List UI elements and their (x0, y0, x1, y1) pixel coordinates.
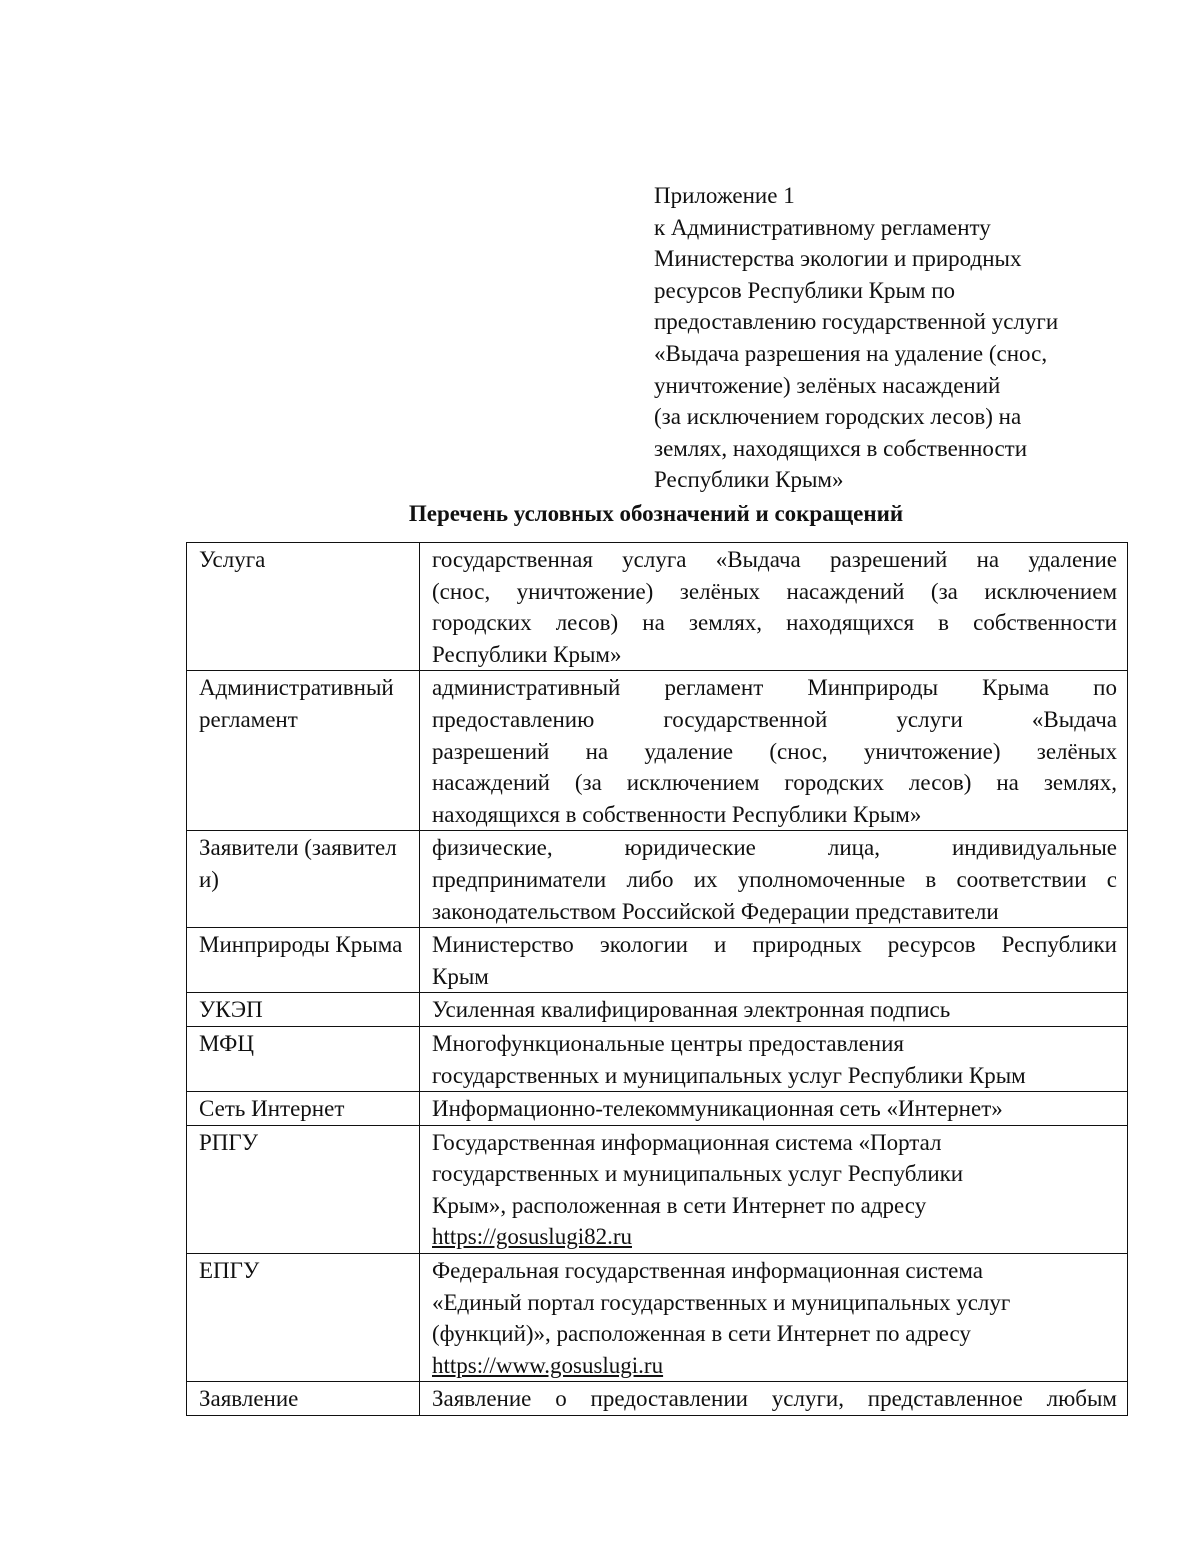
term-cell: Административный регламент (187, 671, 420, 831)
definition-cell (420, 1092, 1128, 1126)
definition-line: насаждений (за исключением городских лесов) на землях, (432, 770, 1117, 796)
definition-cell (420, 671, 1128, 831)
definition-line: Заявление о предоставлении услуги, представленное любым (432, 1386, 1117, 1412)
definition-line: «Единый портал государственных и муниципальных услуг (432, 1289, 1011, 1315)
definition-line: Многофункциональные центры предоставления (432, 1030, 904, 1056)
definition-cell (420, 928, 1128, 993)
table-row (187, 543, 1128, 671)
appendix-line: уничтожение) зелёных насаждений (654, 372, 1001, 398)
definition-line: Информационно-телекоммуникационная сеть «Интернет» (432, 1096, 1003, 1122)
appendix-line: (за исключением городских лесов) на (654, 404, 1022, 430)
definition-cell (420, 1382, 1128, 1416)
definition-line: находящихся в собственности Республики Крым» (432, 801, 922, 827)
definition-line: Министерство экологии и природных ресурсов Республики (432, 932, 1117, 958)
definition-line: законодательством Российской Федерации представители (432, 898, 999, 924)
table-row (187, 1125, 1128, 1253)
document-title: Перечень условных обозначений и сокращений (408, 501, 904, 526)
appendix-line: предоставлению государственной услуги (654, 309, 1059, 335)
appendix-line: Республики Крым» (654, 467, 844, 493)
term-cell: МФЦ (187, 1026, 420, 1091)
term-cell: Минприроды Крыма (187, 928, 420, 993)
definition-cell (420, 831, 1128, 928)
definition-line: (функций)», расположенная в сети Интернет по адресу (432, 1321, 971, 1347)
term-cell: Сеть Интернет (187, 1092, 420, 1126)
definition-cell (420, 1254, 1128, 1382)
appendix-header (654, 180, 1154, 496)
term-cell: РПГУ (187, 1125, 420, 1253)
term-cell: ЕПГУ (187, 1254, 420, 1382)
definition-line: Республики Крым» (432, 641, 622, 667)
definition-line: (снос, уничтожение) зелёных насаждений (за исключением (432, 578, 1117, 604)
appendix-line: Министерства экологии и природных (654, 246, 1022, 272)
definition-line: Крым», расположенная в сети Интернет по адресу (432, 1192, 927, 1218)
definition-line: Усиленная квалифицированная электронная подпись (432, 997, 951, 1023)
definition-line: административный регламент Минприроды Крыма по (432, 675, 1117, 701)
definition-cell (420, 1125, 1128, 1253)
abbreviations-table (186, 542, 1128, 1416)
term-cell: Заявление (187, 1382, 420, 1416)
definition-cell (420, 993, 1128, 1027)
definition-line: предоставлению государственной услуги «Выдача (432, 706, 1117, 732)
definition-line: Крым (432, 963, 489, 989)
appendix-line: ресурсов Республики Крым по (654, 277, 956, 303)
definition-line: государственных и муниципальных услуг Республики (432, 1161, 964, 1187)
definition-line: государственных и муниципальных услуг Республики Крым (432, 1062, 1026, 1088)
definition-line: Федеральная государственная информационная система (432, 1258, 984, 1284)
table-row (187, 993, 1128, 1027)
table-row (187, 1254, 1128, 1382)
epgu-url-link[interactable]: https://www.gosuslugi.ru (432, 1352, 664, 1378)
definition-line: предприниматели либо их уполномоченные в соответствии с (432, 866, 1117, 892)
appendix-line: «Выдача разрешения на удаление (снос, (654, 340, 1048, 366)
term-cell: УКЭП (187, 993, 420, 1027)
definition-cell (420, 543, 1128, 671)
rpgu-url-link[interactable]: https://gosuslugi82.ru (432, 1224, 632, 1250)
appendix-line: к Административному регламенту (654, 214, 991, 240)
table-row (187, 1092, 1128, 1126)
definition-line: Государственная информационная система «Портал (432, 1129, 942, 1155)
table-row (187, 928, 1128, 993)
term-cell: Услуга (187, 543, 420, 671)
appendix-line: землях, находящихся в собственности (654, 435, 1028, 461)
definition-line: разрешений на удаление (снос, уничтожение) зелёных (432, 738, 1117, 764)
definition-cell (420, 1026, 1128, 1091)
definition-line: городских лесов) на землях, находящихся в собственности (432, 610, 1117, 636)
appendix-line: Приложение 1 (654, 183, 795, 208)
table-row (187, 831, 1128, 928)
definition-line: государственная услуга «Выдача разрешений на удаление (432, 547, 1117, 572)
table-row (187, 1382, 1128, 1416)
term-cell: Заявители (заявители) (187, 831, 420, 928)
table-row (187, 671, 1128, 831)
table-row (187, 1026, 1128, 1091)
definition-line: физические, юридические лица, индивидуальные (432, 835, 1117, 861)
